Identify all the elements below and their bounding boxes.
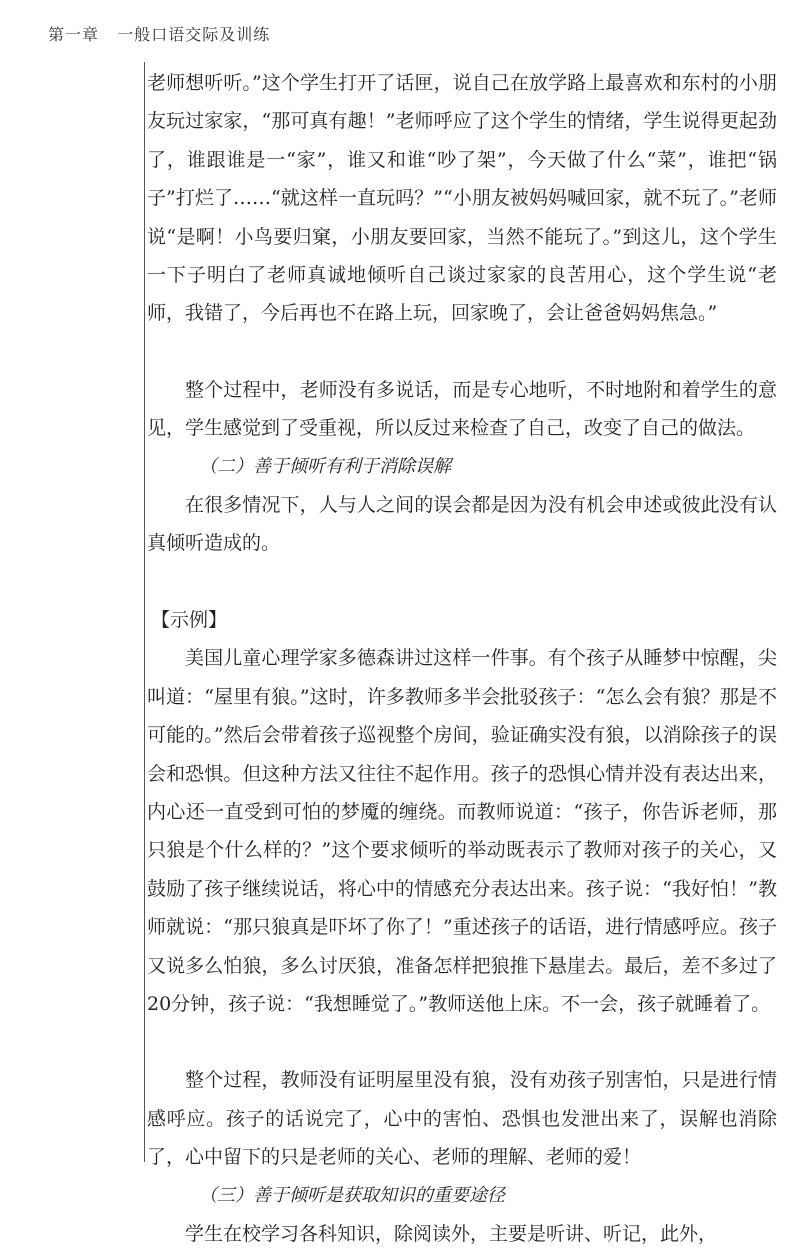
- paragraph-3: 在很多情况下，人与人之间的误会都是因为没有机会申述或彼此没有认真倾听造成的。: [147, 494, 777, 555]
- paragraph-gap: [147, 1023, 777, 1061]
- paragraph-1: 老师想听听。”这个学生打开了话匣，说自己在放学路上最喜欢和东村的小朋友玩过家家，“那可真有趣！”老师呼应了这个学生的情绪，学生说得更起劲了，谁跟谁是一“家”，谁又和谁“吵了架”，今天做了什么“菜”，谁把“锅子”打烂了……“就这样一直玩吗？”“小朋友被妈妈喊回家，就不玩了。”老师说“是啊！小鸟要归窠，小朋友要回家，当然不能玩了。”到这儿，这个学生一下子明白了老师真诚地倾听自己谈过家家的良苦用心，这个学生说“老师，我错了，今后再也不在路上玩，回家晚了，会让爸爸妈妈焦急。”: [147, 72, 777, 325]
- paragraph-gap: [147, 333, 777, 371]
- paragraph-gap: [147, 563, 777, 601]
- paragraph-4: 美国儿童心理学家多德森讲过这样一件事。有个孩子从睡梦中惊醒，尖叫道：“屋里有狼。”这时，许多教师多半会批驳孩子：“怎么会有狼？那是不可能的。”然后会带着孩子巡视整个房间，验证确实没有狼，以消除孩子的误会和恐惧。但这种方法又往往不起作用。孩子的恐惧心情并没有表达出来，内心还一直受到可怕的梦魇的缠绕。而教师说道：“孩子，你告诉老师，那只狼是个什么样的？”这个要求倾听的举动既表示了教师对孩子的关心，又鼓励了孩子继续说话，将心中的情感充分表达出来。孩子说：“我好怕！”教师就说：“那只狼真是吓坏了你了！”重述孩子的话语，进行情感呼应。孩子又说多么怕狼，多么讨厌狼，准备怎样把狼推下悬崖去。最后，差不多过了 20分钟，孩子说：“我想睡觉了。”教师送他上床。不一会，孩子就睡着了。: [147, 647, 777, 1015]
- section-heading-2: （二）善于倾听有利于消除误解: [199, 455, 451, 477]
- paragraph-5: 整个过程，教师没有证明屋里没有狼，没有劝孩子别害怕，只是进行情感呼应。孩子的话说完了，心中的害怕、恐惧也发泄出来了，误解也消除了，心中留下的只是老师的关心、老师的理解、老师的爱！: [147, 1069, 777, 1169]
- left-margin-rule: [144, 62, 145, 1162]
- paragraph-6: 学生在校学习各科知识，除阅读外，主要是听讲、听记，此外，: [185, 1222, 718, 1245]
- paragraph-2: 整个过程中，老师没有多说话，而是专心地听，不时地附和着学生的意见，学生感觉到了受重视，所以反过来检查了自己，改变了自己的做法。: [147, 378, 777, 440]
- chapter-number: 第一章: [48, 25, 100, 44]
- page-body: [147, 64, 777, 1253]
- example-label: 【示例】: [151, 608, 228, 631]
- chapter-title: 一般口语交际及训练: [117, 25, 271, 44]
- running-header: [48, 22, 270, 45]
- section-heading-3: （三）善于倾听是获取知识的重要途径: [199, 1184, 505, 1206]
